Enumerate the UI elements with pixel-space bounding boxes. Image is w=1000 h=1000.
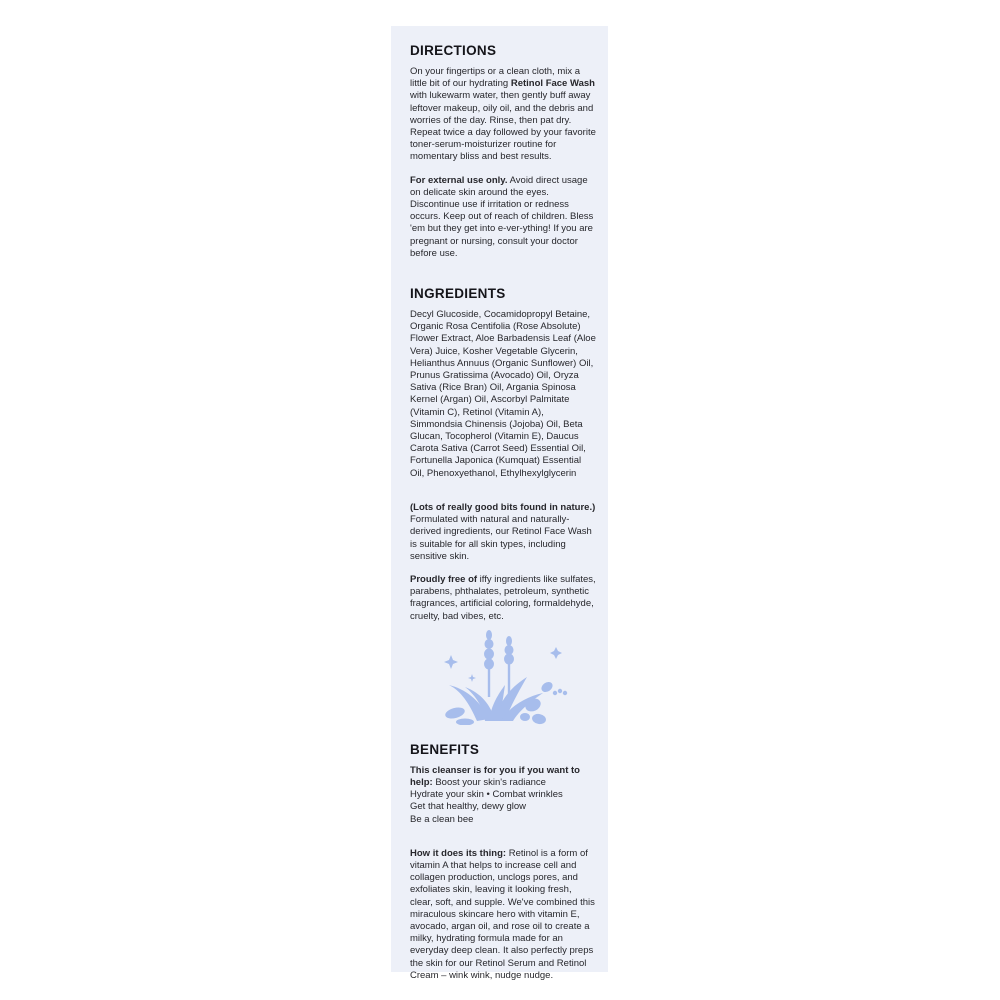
benefit-glow: Get that healthy, dewy glow xyxy=(410,801,526,813)
benefit-radiance: Boost your skin's radiance xyxy=(432,776,546,788)
sparkle-icon xyxy=(550,647,562,659)
directions-text-b: with lukewarm water, then gently buff away leftover makeup, oily oil, and the debris and worries of the day. Rinse, then pat dry. Repeat twice a day followed by your favorite toner-serum-moisturizer routine for momentary bliss and best results. xyxy=(410,90,596,163)
ingredients-section xyxy=(410,286,596,623)
benefit-hydrate: Hydrate your skin • Combat wrinkles xyxy=(410,789,563,801)
warning-text: Avoid direct usage on delicate skin around the eyes. Discontinue use if irritation or redness occurs. Keep out of reach of children. Bless 'em but they get into e-ver-ything! If you are pregnant or nursing, consult your doctor before use. xyxy=(410,174,594,259)
product-name-bold: Retinol Face Wash xyxy=(510,78,595,90)
directions-text-a: On your fingertips or a clean cloth, mix a little bit of our hydrating xyxy=(410,66,581,90)
how-it-works-lead: How it does its thing: xyxy=(410,847,507,859)
how-it-works-text: Retinol is a form of vitamin A that helps to increase cell and collagen production, unclogs pores, and exfoliates skin, leaving it looking fresh, clear, soft, and supple. We've combined this miraculous skincare hero with vitamin E, avocado, argan oil, and rose oil to create a milky, hydrating formula made for an everyday deep clean. It also perfectly preps the skin for our Retinol Serum and Retinol Cream – wink wink, nudge nudge. xyxy=(410,847,595,981)
benefits-heading: BENEFITS xyxy=(410,741,480,757)
ingredients-heading: INGREDIENTS xyxy=(410,286,506,302)
natural-text: Formulated with natural and naturally-derived ingredients, our Retinol Face Wash is suitable for all skin types, including sensitive skin. xyxy=(410,514,592,562)
benefit-clean-bee: Be a clean bee xyxy=(410,813,474,825)
free-of-paragraph xyxy=(410,574,596,623)
natural-paragraph xyxy=(410,502,596,563)
benefits-section xyxy=(410,742,596,982)
natural-lead: (Lots of really good bits found in nature.) xyxy=(410,501,596,513)
directions-heading: DIRECTIONS xyxy=(410,43,497,58)
product-label-panel xyxy=(391,26,608,981)
directions-section xyxy=(410,43,596,260)
how-it-works-paragraph xyxy=(410,848,596,982)
benefits-list xyxy=(410,765,596,826)
sparkle-icon xyxy=(444,655,458,669)
free-of-lead: Proudly free of xyxy=(410,573,478,585)
directions-paragraph xyxy=(410,66,596,164)
benefits-lead: This cleanser is for you if you want to help: xyxy=(410,764,580,788)
sparkle-icon xyxy=(468,674,476,682)
botanical-plants-illustration xyxy=(429,629,569,725)
warning-paragraph xyxy=(410,175,596,260)
ingredients-list: Decyl Glucoside, Cocamidopropyl Betaine, Organic Rosa Centifolia (Rose Absolute) Flower Extract, Aloe Barbadensis Leaf (Aloe Vera) Juice, Kosher Vegetable Glycerin, Helianthus Annuus (Organic Sunflower) Oil, Prunus Gratissima (Avocado) Oil, Oryza Sativa (Rice Bran) Oil, Argania Spinosa Kernel (Argan) Oil, Ascorbyl Palmitate (Vitamin C), Retinol (Vitamin A), Simmondsia Chinensis (Jojoba) Oil, Beta Glucan, Tocopherol (Vitamin E), Daucus Carota Sativa (Carrot Seed) Essential Oil, Fortunella Japonica (Kumquat) Essential Oil, Phenoxyethanol, Ethylhexylglycerin xyxy=(410,309,596,479)
free-of-text: iffy ingredients like sulfates, parabens, phthalates, petroleum, synthetic fragrances, artificial coloring, formaldehyde, cruelty, bad vibes, etc. xyxy=(410,573,596,622)
warning-lead: For external use only. xyxy=(410,174,508,186)
